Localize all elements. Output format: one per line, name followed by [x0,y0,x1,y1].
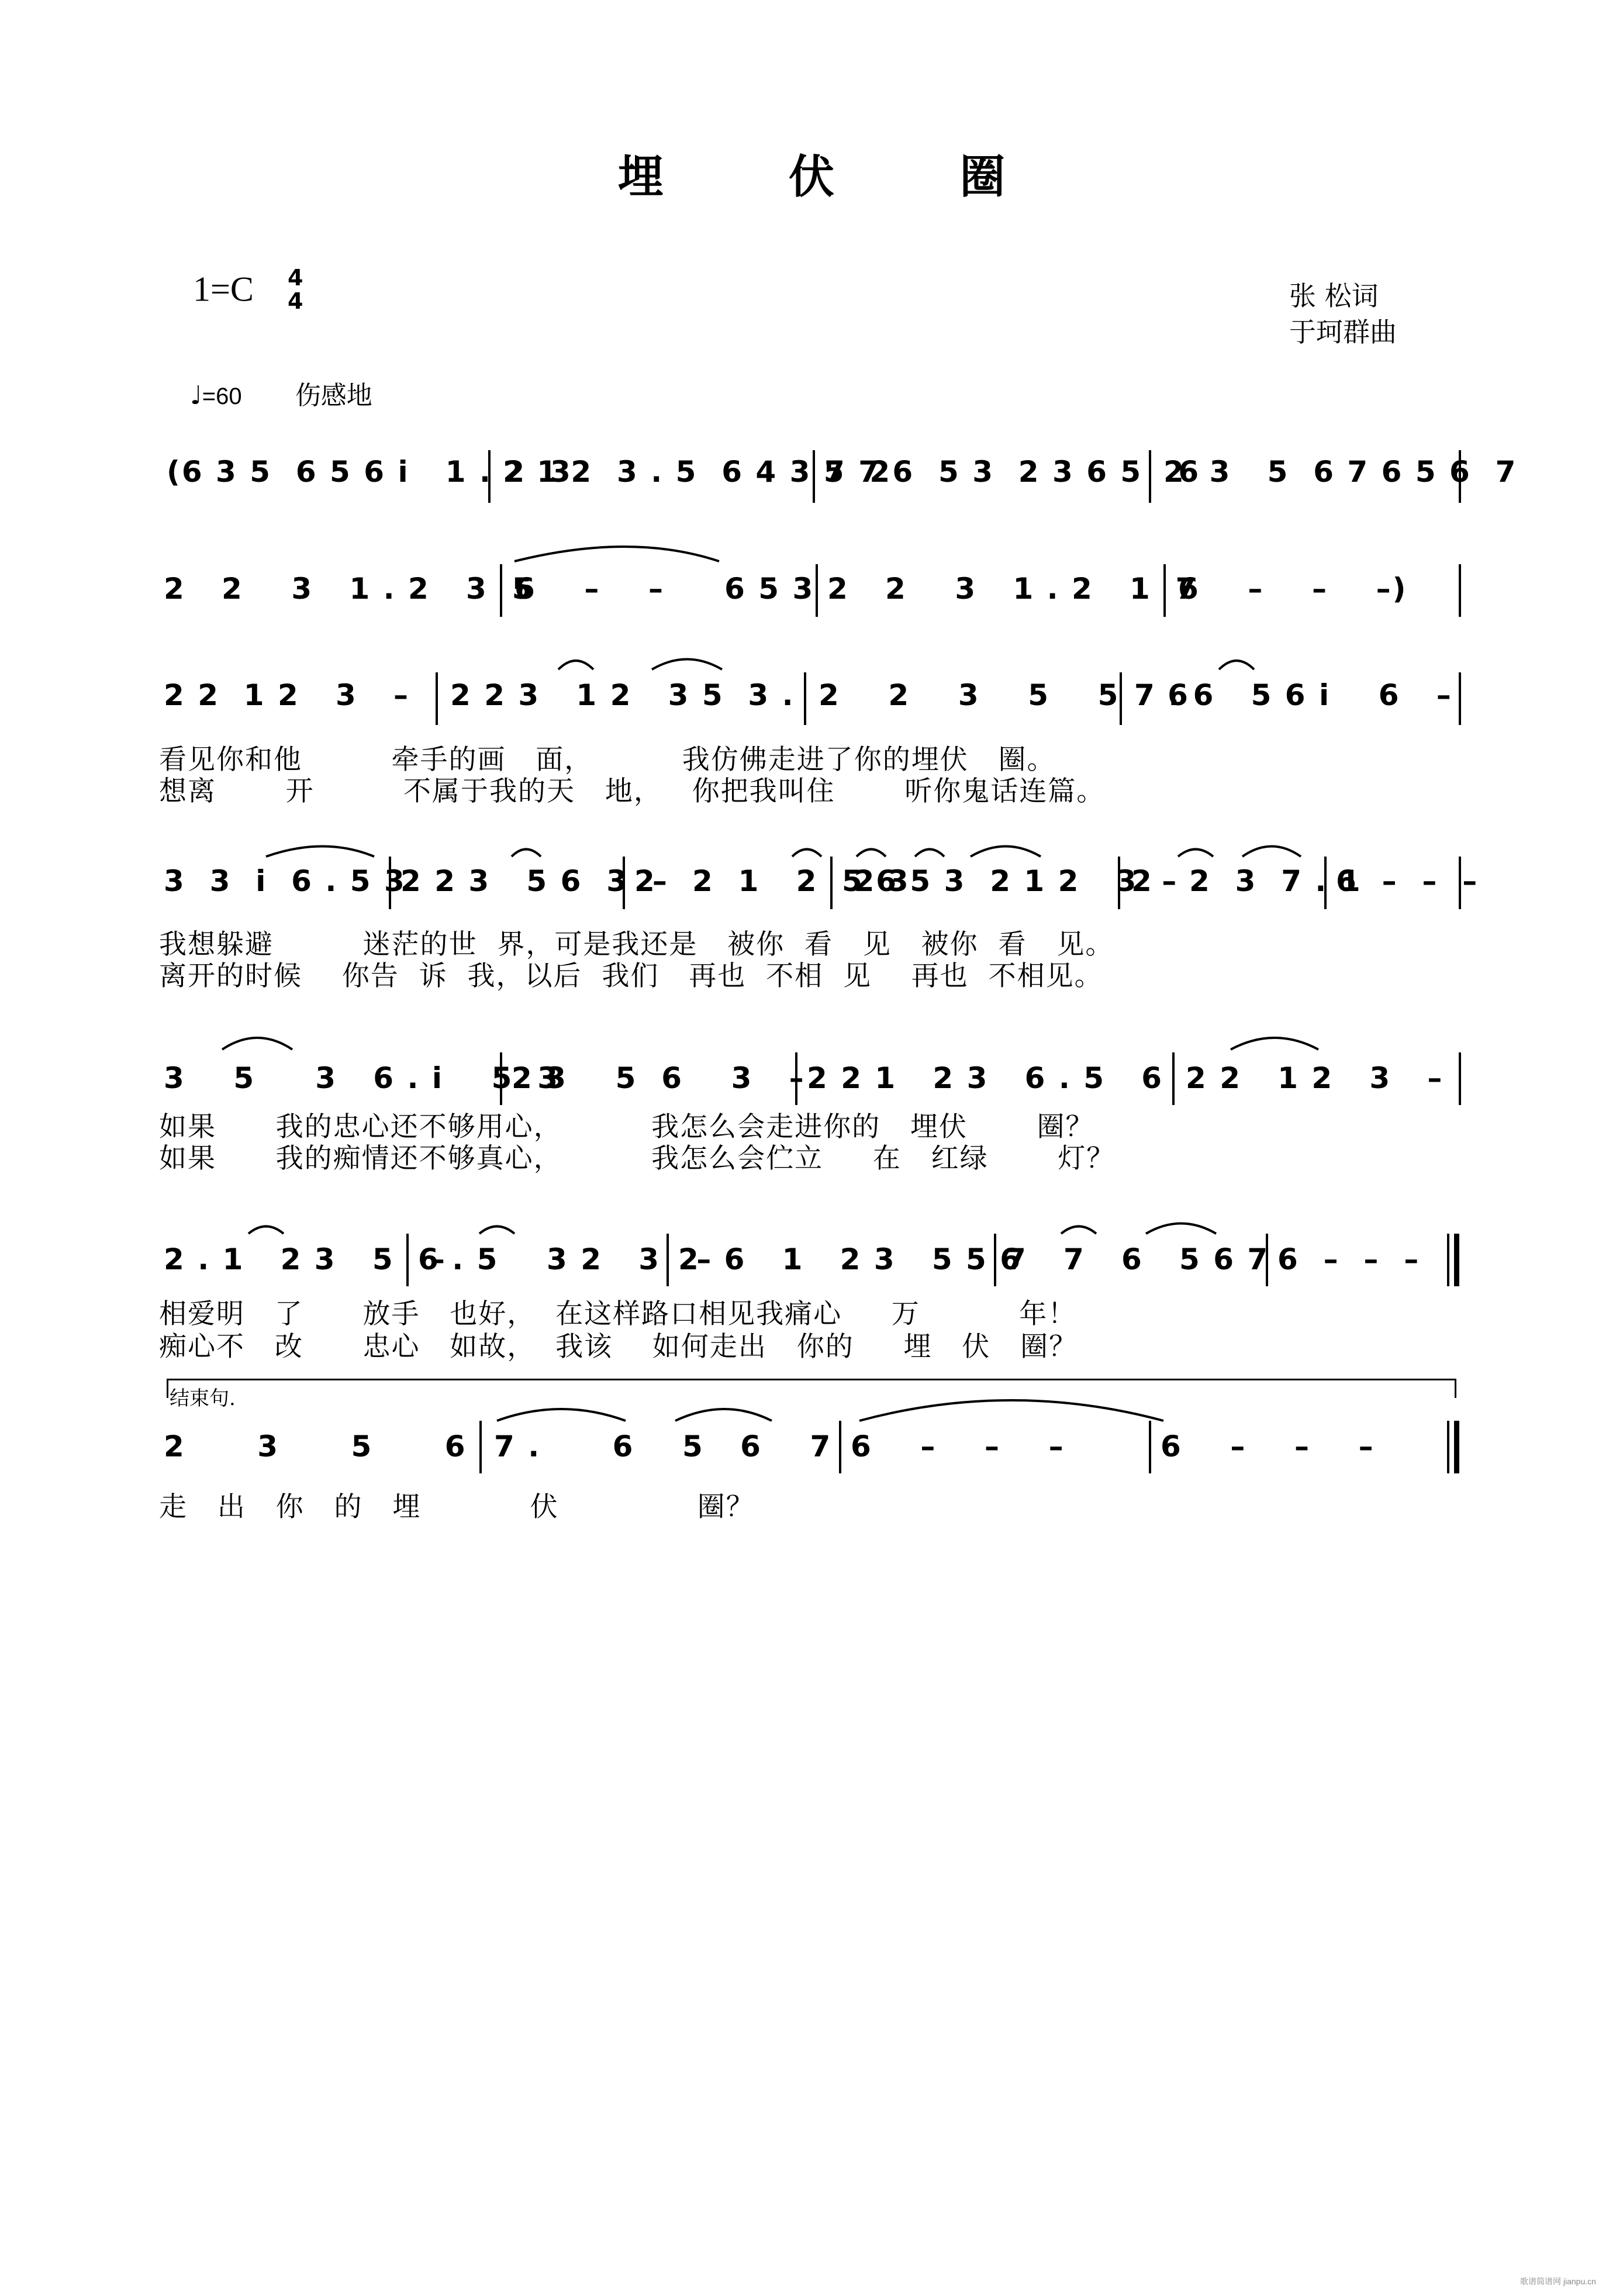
lyric-verse-1: 相爱明 了 放手 也好， 在这样路口相见我痛心 万 年！ [159,1298,1077,1330]
slur [1231,1038,1318,1049]
slur [248,1227,284,1234]
notation-segment: 2 3 5 6 [164,1430,467,1463]
notation-segment: 7 . 6 5 6 i 6 – [1134,678,1453,712]
slur [1219,661,1254,669]
notation-segment: 2 2 1 2 3 – [1186,1061,1444,1095]
notation-segment: 3 5 3 6 . i 5 3 [164,1061,560,1095]
lyric-verse-1: 如果 我的忠心还不够用心， 我怎么会走进你的 埋伏 圈？ [159,1111,1094,1143]
slur [222,1038,292,1049]
notation-segment: 7 7 6 5 3 2 3 6 5 6 [824,455,1201,489]
lyric-verse-1: 看见你和他 牵手的画 面， 我仿佛走进了你的埋伏 圈。 [159,744,1056,776]
notation-segment: 2 2 3 1 . 2 1 7 [827,572,1198,606]
lyric-verse-2: 离开的时候 你告 诉 我，以后 我们 再也 不相 见 再也 不相见。 [159,960,1103,992]
slur [792,850,821,857]
lyric-verse-1: 走 出 你 的 埋 伏 圈？ [159,1491,755,1523]
tempo-value: =60 [202,384,242,409]
slur [558,661,593,669]
mood-marking: 伤感地 [295,381,372,410]
quarter-note-icon: ♩ [190,381,202,410]
notation-segment: 2 3 5 6 7 6 5 6 7 [1163,455,1518,489]
notation-segment: 3 3 i 6 . 5 3 [164,864,406,898]
key-signature: 1=C [193,270,254,309]
lyric-verse-2: 如果 我的痴情还不够真心， 我怎么会伫立 在 红绿 灯？ [159,1142,1116,1175]
notation-segment: 2 1 2 3 . 5 6 4 3 5 2 [503,455,892,489]
slur [1178,850,1213,857]
watermark: 歌谱简谱网 jianpu.cn [1520,2277,1596,2286]
notation-segment: 7 7 6 5 6 7 [1006,1242,1270,1276]
slur [1242,847,1301,857]
notation-segment: 6 – – – [1336,864,1479,898]
notation-segment: 6 – – –) [1178,572,1408,606]
lyricist: 张 松词 [1289,280,1379,312]
notation-segment: 6 – – – [1161,1430,1375,1463]
notation-segment: 7 . 6 5 6 7 [494,1430,833,1463]
notation-segment: 5 6 5 3 2 1 2 3 – [842,864,1179,898]
notation-segment: 2 2 3 1 2 3 5 3 . [450,678,795,712]
song-title: 埋 伏 圈 [617,150,1060,203]
slur [859,1400,1163,1421]
slur [512,850,541,857]
notation-segment: (6 3 5 6 5 6 i 1 . 2 3 [167,455,572,489]
notation-segment: 6 – – 6 5 3 [514,572,815,606]
slur [266,847,374,857]
ending-label: 结束句. [170,1387,236,1410]
notation-segment: 2 2 3 7 . 1 [1131,864,1362,898]
notation-segment: 2 6 1 2 3 5 5 6 [678,1242,1023,1276]
slur [971,847,1041,857]
slur [1061,1227,1096,1234]
notation-segment: 2 2 3 1 . 2 3 5 [164,572,534,606]
notation-segment: 2 2 1 2 3 6 . 5 6 [807,1061,1164,1095]
notation-segment: 2 2 1 2 2 3 [634,864,910,898]
time-signature: 4 4 [288,265,303,314]
notation-segment: 2 2 3 5 6 3 – [400,864,669,898]
slur [857,850,886,857]
slur [915,850,944,857]
lyric-verse-2: 痴心不 改 忠心 如故， 我该 如何走出 你的 埋 伏 圈？ [159,1331,1078,1363]
slur [1146,1224,1216,1234]
notation-segment: 2 3 5 6 3 – [512,1061,806,1095]
slur [479,1227,514,1234]
lyric-verse-2: 想离 开 不属于我的天 地， 你把我叫住 听你鬼话连篇。 [159,775,1106,807]
slur [497,1409,626,1421]
notation-segment: 2 . 1 2 3 5 – [164,1242,447,1276]
slur [514,547,719,561]
composer: 于珂群曲 [1289,316,1397,348]
notation-segment: 2 2 1 2 3 – [164,678,410,712]
lyric-verse-1: 我想躲避 迷茫的世 界，可是我还是 被你 看 见 被你 看 见。 [159,928,1114,961]
notation-segment: 6 – – – [851,1430,1065,1463]
notation-segment: 6 – – – [1277,1242,1421,1276]
slur [652,660,722,670]
slur [675,1409,772,1421]
notation-segment: 2 2 3 5 5 6 [819,678,1190,712]
notation-segment: 6 . 5 3 2 3 – [418,1242,713,1276]
